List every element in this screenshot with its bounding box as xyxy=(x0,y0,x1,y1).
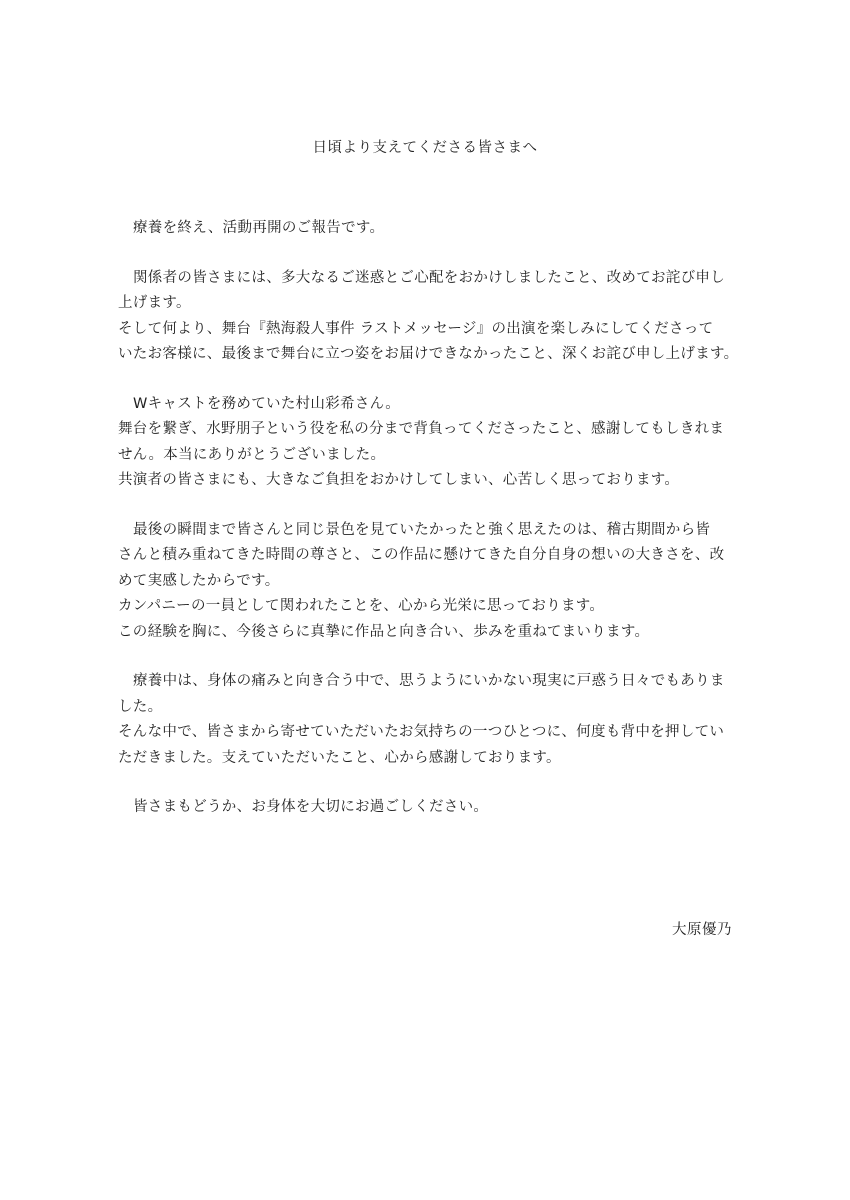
text-line: 最後の瞬間まで皆さんと同じ景色を見ていたかったと強く思えたのは、稽古期間から皆 xyxy=(133,521,711,538)
text-line: せん。本当にありがとうございました。 xyxy=(118,446,386,463)
text-line: 皆さまもどうか、お身体を大切にお過ごしください。 xyxy=(133,799,489,815)
letter-title: 日頃より支えてくださる皆さまへ xyxy=(312,140,538,156)
text-line: さんと積み重ねてきた時間の尊さと、この作品に懸けてきた自分自身の想いの大きさを、改 xyxy=(118,547,725,563)
text-line: カンパニーの一員として関われたことを、心から光栄に思っております。 xyxy=(118,598,605,614)
text-line: 共演者の皆さまにも、大きなご負担をおかけしてしまい、心苦しく思っております。 xyxy=(118,472,680,488)
text-line: めて実感したからです。 xyxy=(118,572,280,589)
paragraph xyxy=(118,669,744,771)
paragraph xyxy=(118,266,744,368)
text-line: Wキャストを務めていた村山彩希さん。 xyxy=(133,395,401,412)
paragraph xyxy=(118,795,744,821)
signature: 大原優乃 xyxy=(672,922,732,938)
text-line: 関係者の皆さまには、多大なるご迷惑とご心配をおかけしましたこと、改めてお詫び申し xyxy=(133,269,725,286)
paragraph xyxy=(118,518,744,646)
letter-body xyxy=(118,216,744,845)
text-line: ただきました。支えていただいたこと、心から感謝しております。 xyxy=(118,749,561,766)
text-line: この経験を胸に、今後さらに真摯に作品と向き合い、歩みを重ねてまいります。 xyxy=(118,623,650,640)
text-line: いたお客様に、最後まで舞台に立つ姿をお届けできなかったこと、深くお詫び申し上げます。 xyxy=(118,346,739,362)
text-line: そして何より、舞台『熱海殺人事件 ラストメッセージ』の出演を楽しみにしてくださって xyxy=(118,320,714,337)
paragraph xyxy=(118,216,744,242)
text-line: 療養中は、身体の痛みと向き合う中で、思うようにいかない現実に戸惑う日々でもありま xyxy=(133,673,725,689)
paragraph xyxy=(118,392,744,494)
text-line: 舞台を繋ぎ、水野朋子という役を私の分まで背負ってくださったこと、感謝してもしきれま xyxy=(118,421,725,437)
text-line: した。 xyxy=(118,698,163,715)
text-line: そんな中で、皆さまから寄せていただいたお気持ちの一つひとつに、何度も背中を押してい xyxy=(118,724,725,740)
text-line: 上げます。 xyxy=(118,295,191,311)
text-line: 療養を終え、活動再開のご報告です。 xyxy=(133,220,385,236)
